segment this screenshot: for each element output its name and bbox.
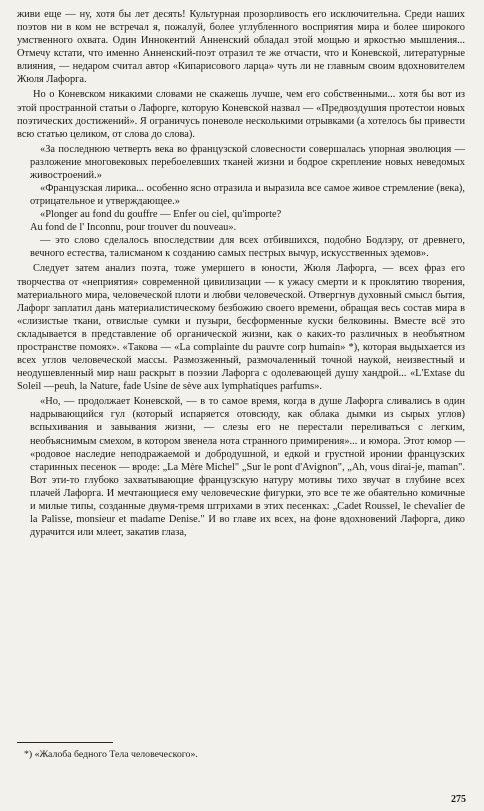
quote-block-1 <box>17 143 465 261</box>
paragraph-2: Но о Коневском никакими словами не скажешь лучше, чем его собственными... хотя бы вот из этой пространной статьи о Лафорге, которую Коневской назвал — «Предвоздушия протестои новых поэтических достижений». Я ограничусь поневоле несколькими отрывками (а хотелось бы привести всю статью целиком, от слова до слова). <box>17 89 465 140</box>
quote-1-verse-2: Au fond de l' Inconnu, pour trouver du nouveau». <box>30 222 237 234</box>
footnote-rule <box>17 742 113 743</box>
page-number: 275 <box>451 794 466 805</box>
paragraph-3: Следует затем анализ поэта, тоже умершего в юности, Жюля Лафорга, — всех фраз его творчества от «неприятия» современной цивилизации — к ужасу смерти и к проклятию творения, материального мира, человеческой плоти и любви человеческой. Отвергнув духовный смысл бытия, Лафорг заплатил дань материалистическому безбожию своего времени, обращая весь состав мира в «слизистые ткани, отвислые сумки и пузыри, бесформенные куски белковины. Вместе всё это складывается в представление об органической жизни, как о каких-то различных в необъятном пространстве помоях». «Такова — «La complainte du pauvre corp humain» *), которая выдыхается из всех углов человеческой массы. Размозженный, размочаленный точной наукой, неизвестный и неодушевленный мир наш раскрыт в поэзии Лафорга с одолевающей душу хандрой... «L'Extase du Soleil —peuh, la Nature, fade Usine de sève aux lymphatiques parfums». <box>17 263 465 393</box>
main-text <box>17 8 465 539</box>
quote-1-line-1: «За последнюю четверть века во французской словесности совершалась упорная эволюция — разложение многовековых перебоелевших тканей жизни и бодрое скрепление новых неведомых живостроений.» <box>30 143 465 181</box>
paragraph-1: живи еще — ну, хотя бы лет десять! Культурная прозорливость его исключительна. Среди наших поэтов ни в ком не встречал я, пожалуй, более углубленного восприятия мира и более широкого умственного охвата. Один Иннокентий Анненский обладал этой мощью и яркостью мышления... Отмечу кстати, что именно Анненский-поэт отразил те же отчасти, что и Коневской, литературные влияния, — недаром считал автор «Кипарисового ларца» чуть ли не главным своим вдохновителем Жюля Лафорга. <box>17 9 465 86</box>
quote-1-verse-1: «Plonger au fond du gouffre — Enfer ou ciel, qu'importe? <box>40 209 282 221</box>
footnote: *) «Жалоба бедного Тела человеческого». <box>24 749 198 760</box>
quote-1-after: — это слово сделалось впоследствии для всех отбившихся, подобно Бодлэру, от древнего, вечного естества, талисманом к созданию самых пестрых вычур, искусственных эдемов». <box>30 235 465 260</box>
quote-block-2 <box>17 395 465 539</box>
quote-2-text: «Но, — продолжает Коневской, — в то самое время, когда в душе Лафорга сливались в один надрывающийся гул (который испаряется отовсюду, как облака дымки из сырых углов) вспыхивания и завывания жизни, — слезы его не перестали переливаться с легким, необъяснимым смехом, в котором звенела нота странного примирения»... и юмора. Этот юмор — «родовое наследие неподражаемой и добродушной, и едкой и грустной иронии французских старинных песенок — вроде: „La Mère Michel" „Sur le pont d'Avignon", „Ah, vous dirai-je, maman". Вот эти-то глубоко захватывающие французскую натуру мотивы тихо звучат в глубине всех плачей Лафорга. И мечтающиеся ему человеческие фигурки, это все те же обаятельно комичные и милые типы, созданные двумя-тремя штрихами в этих песенках: „Cadet Roussel, le chevalier de la Palisse, monsieur et madame Denise." И во главе их всех, на фоне вдохновений Лафорга, дико дурачится или млеет, закатив глаза, <box>30 396 465 539</box>
quote-1-line-2: «Французская лирика... особенно ясно отразила и выразила все самое живое стремление (века), отрицательное и утверждающее.» <box>30 183 465 208</box>
